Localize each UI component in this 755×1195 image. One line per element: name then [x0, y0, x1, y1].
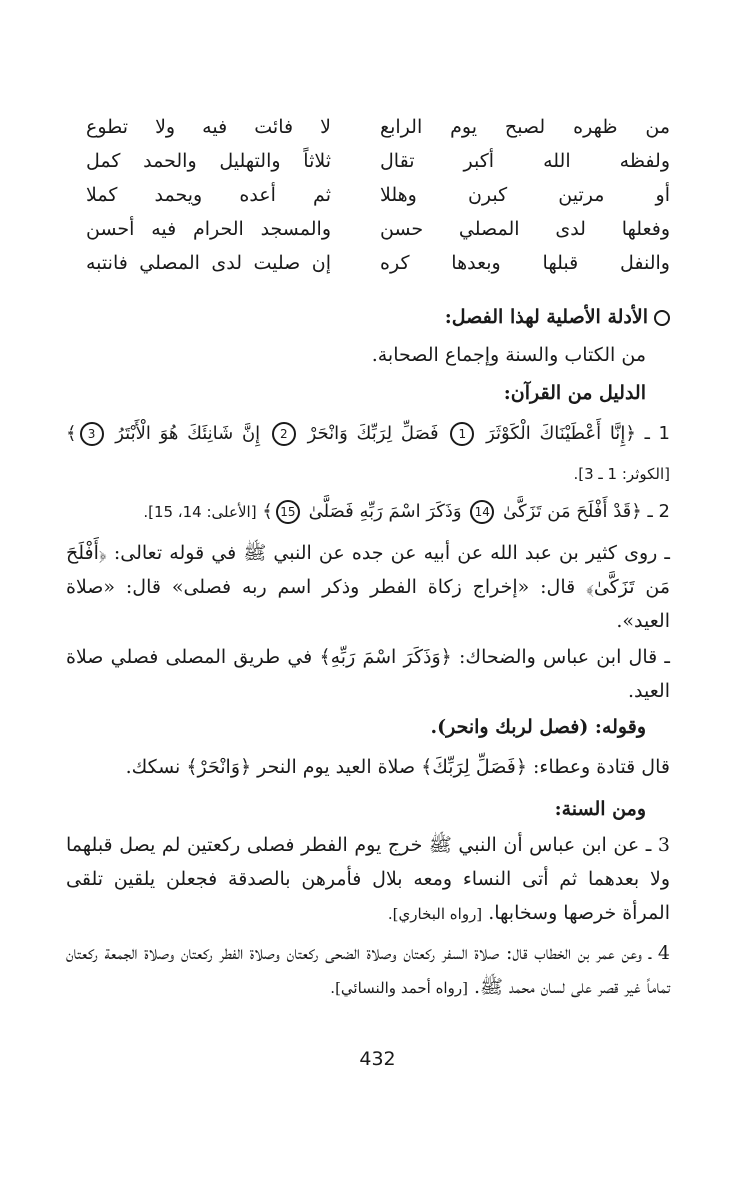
poem-verse: [86, 110, 670, 144]
verse-text: فَصَلِّ لِرَبِّكَ وَانْحَرْ: [307, 423, 439, 444]
poem-verse: [86, 178, 670, 212]
hadith-4: [66, 936, 670, 1005]
poem-block: [86, 110, 670, 280]
quran-item-2: 2 ـ ﴿قَدْ أَفْلَحَ مَن تَزَكَّىٰ 14 وَذَكَرَ اسْمَ رَبِّهِ فَصَلَّىٰ 15﴾ [الأعلى: 14، 15].: [143, 501, 670, 522]
poem-hemistich-right: أو مرتين كبرن وهللا: [380, 184, 670, 206]
poem-hemistich-left: ثلاثاً والتهليل والحمد كمل: [86, 150, 331, 172]
verse-text: إِنَّ شَانِئَكَ هُوَ الْأَبْتَرُ: [115, 423, 261, 444]
qatada-line: قال قتادة وعطاء: ﴿فَصَلِّ لِرَبِّكَ﴾ صلاة العيد يوم النحر ﴿وَانْحَرْ﴾ نسكك.: [125, 756, 670, 778]
section-heading: [66, 300, 670, 334]
ayah-marker-icon: 1: [450, 422, 474, 446]
verse-reference: [الكوثر: 1 ـ 3].: [573, 465, 670, 483]
poem-hemistich-left: لا فائت فيه ولا تطوع: [86, 116, 331, 138]
poem-hemistich-left: إن صليت لدى المصلي فانتبه: [86, 252, 331, 274]
ayah-marker-icon: 3: [80, 422, 104, 446]
qawluhu-line: وقوله: (فصل لربك وانحر).: [430, 716, 646, 738]
verse-text: ﴿قَدْ أَفْلَحَ مَن تَزَكَّىٰ: [503, 501, 642, 522]
page-number: 432: [359, 1048, 396, 1070]
verse-reference: [الأعلى: 14، 15].: [143, 503, 257, 521]
poem-hemistich-right: والنفل قبلها وبعدها كره: [380, 252, 670, 274]
ayah-marker-icon: 15: [276, 500, 300, 524]
poem-hemistich-right: وفعلها لدى المصلي حسن: [380, 218, 670, 240]
hadith-3: [66, 828, 670, 931]
hadith-reference: [رواه أحمد والنسائي].: [330, 979, 468, 997]
item-number: 1: [658, 423, 670, 444]
quran-heading: الدليل من القرآن:: [503, 382, 646, 404]
sunnah-heading: ومن السنة:: [554, 798, 646, 820]
verse-text: وَذَكَرَ اسْمَ رَبِّهِ فَصَلَّىٰ: [308, 501, 462, 522]
poem-hemistich-left: والمسجد الحرام فيه أحسن: [86, 218, 331, 240]
poem-hemistich-left: ثم أعده ويحمد كملا: [86, 184, 331, 206]
item-number: 2: [658, 501, 670, 522]
circle-bullet-icon: [654, 310, 670, 326]
poem-verse: [86, 144, 670, 178]
poem-hemistich-right: من ظهره لصبح يوم الرابع: [380, 116, 670, 138]
poem-hemistich-right: ولفظه الله أكبر تقال: [380, 150, 670, 172]
narration-ibn-abbas: ـ قال ابن عباس والضحاك: ﴿وَذَكَرَ اسْمَ رَبِّهِ﴾ في طريق المصلى فصلي صلاة العيد.: [66, 646, 670, 702]
ayah-marker-icon: 14: [470, 500, 494, 524]
hadith-reference: [رواه البخاري].: [387, 905, 483, 923]
poem-verse: [86, 246, 670, 280]
intro-text: من الكتاب والسنة وإجماع الصحابة.: [371, 344, 646, 366]
hadith-text: 4 ـ وعن عمر بن الخطاب قال: صلاة السفر ركعتان وصلاة الضحى ركعتان وصلاة الفطر ركعتان وصلاة الجمعة ركعتان تماماً غير قصر على لسان محمد ﷺ.: [66, 942, 670, 998]
heading-text: الأدلة الأصلية لهذا الفصل:: [444, 306, 648, 328]
quran-item-1: 1 ـ ﴿إِنَّا أَعْطَيْنَاكَ الْكَوْثَرَ 1 فَصَلِّ لِرَبِّكَ وَانْحَرْ 2 إِنَّ شَانِئَكَ هُوَ الْأَبْتَرُ 3﴾ [الكوثر: 1 ـ 3].: [66, 423, 670, 483]
narration-kathir: ـ روى كثير بن عبد الله عن أبيه عن جده عن النبي ﷺ في قوله تعالى: ﴿أَفْلَحَ مَن تَزَكَّىٰ﴾ قال: «إخراج زكاة الفطر وذكر اسم ربه فصلى» قال: «صلاة العيد».: [66, 542, 670, 632]
verse-text: ﴿إِنَّا أَعْطَيْنَاكَ الْكَوْثَرَ: [486, 423, 636, 444]
poem-verse: [86, 212, 670, 246]
ayah-marker-icon: 2: [272, 422, 296, 446]
hadith-text: 3 ـ عن ابن عباس أن النبي ﷺ خرج يوم الفطر فصلى ركعتين لم يصل قبلهما ولا بعدهما ثم أتى النساء ومعه بلال فأمرهن بالصدقة فجعلن يلقين تلقى المرأة خرصها وسخابها.: [66, 834, 670, 924]
